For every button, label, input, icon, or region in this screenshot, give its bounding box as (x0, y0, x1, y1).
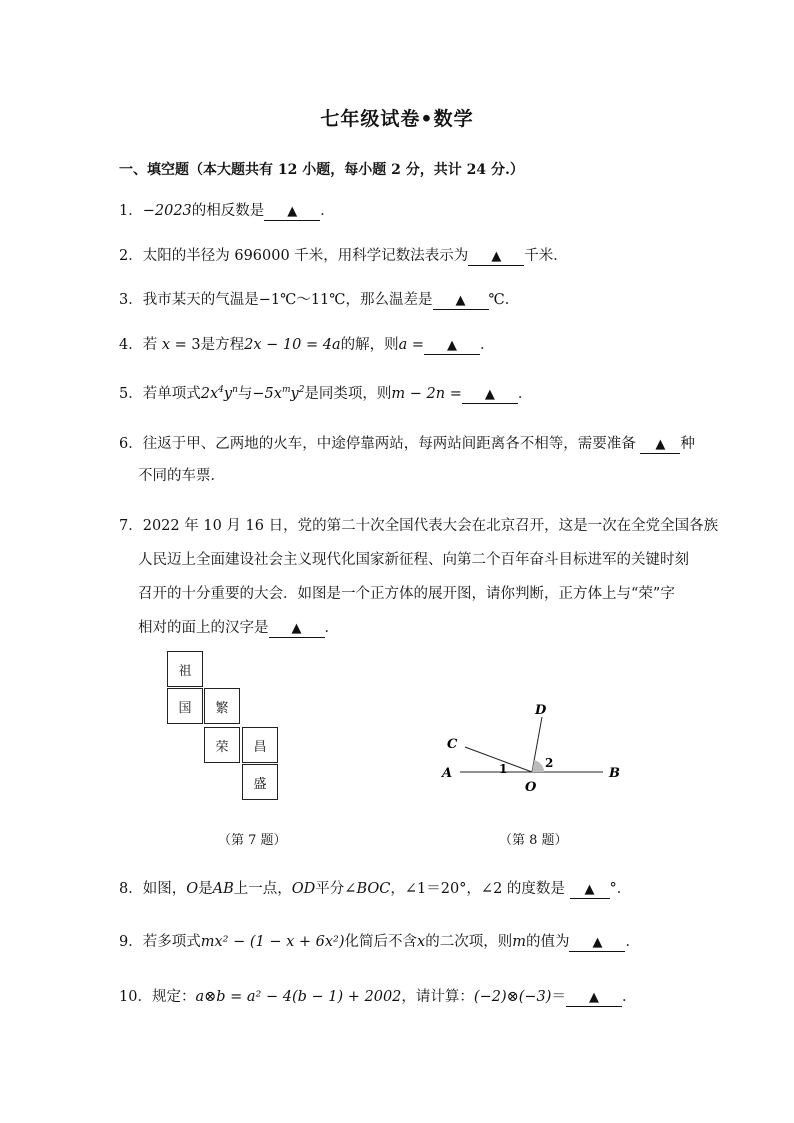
page-title: 七年级试卷•数学 (320, 108, 474, 130)
label-o: O (525, 780, 537, 795)
answer-blank: ▲ (569, 935, 625, 952)
label-angle-2: 2 (545, 756, 554, 770)
net-cell: 昌 (242, 727, 278, 763)
answer-blank: ▲ (264, 204, 320, 221)
answer-blank: ▲ (566, 990, 622, 1007)
answer-blank: ▲ (570, 882, 610, 899)
figure-7-caption: （第 7 题） (218, 833, 287, 848)
question-10: 10．规定：a⊗b = a² − 4(b − 1) + 2002，请计算：(−2)⊗(−3)＝ ▲ ． (119, 989, 637, 1005)
section-heading: 一、填空题（本大题共有 12 小题，每小题 2 分，共计 24 分.） (119, 162, 524, 178)
net-cell: 祖 (167, 651, 203, 687)
answer-blank: ▲ (269, 621, 325, 638)
net-cell: 繁 (204, 688, 240, 724)
net-cell: 荣 (204, 727, 240, 763)
question-8: 8．如图，O是AB上一点，OD平分∠BOC，∠1＝20°，∠2 的度数是 ▲ °． (119, 881, 632, 897)
label-d: D (535, 703, 547, 718)
cube-net-figure (167, 651, 281, 801)
label-a: A (442, 766, 453, 781)
answer-blank: ▲ (433, 293, 489, 310)
question-3: 3．我市某天的气温是−1℃～11℃，那么温差是 ▲ ℃． (119, 292, 520, 308)
answer-blank: ▲ (462, 387, 518, 404)
angle-figure (435, 695, 635, 795)
question-4: 4．若 x = 3是方程2x − 10 = 4a的解，则a = ▲ ． (119, 337, 495, 353)
answer-blank: ▲ (424, 338, 480, 355)
question-6-line-2: 不同的车票． (138, 468, 225, 484)
answer-blank: ▲ (640, 437, 680, 454)
figure-8-caption: （第 8 题） (499, 833, 568, 848)
answer-blank: ▲ (468, 249, 524, 266)
net-cell: 国 (167, 688, 203, 724)
net-cell: 盛 (242, 764, 278, 800)
label-angle-1: 1 (499, 762, 508, 776)
question-2: 2．太阳的半径为 696000 千米，用科学记数法表示为 ▲ 千米． (119, 248, 568, 264)
question-6: 6．往返于甲、乙两地的火车，中途停靠两站，每两站间距离各不相等，需要准备 ▲ 种 (119, 436, 695, 452)
label-c: C (447, 737, 458, 752)
question-7: 7．2022 年 10 月 16 日，党的第二十次全国代表大会在北京召开，这是一次在全党全国各族 人民迈上全面建设社会主义现代化国家新征程、向第二个百年奋斗目标进军的关键时刻 召开的十分重要的大会．如图是一个正方体的展开图，请你判断，正方体上与“荣”字 相对的面上的汉字是 ▲ ． (119, 518, 719, 636)
question-1: 1．−2023的相反数是 ▲ ． (119, 203, 335, 219)
label-b: B (609, 766, 620, 781)
question-5: 5．若单项式$2x^4y^n$与$-5x^my^2$是同类项，则m − 2n = ▲ ． (119, 385, 533, 402)
question-9: 9．若多项式mx² − (1 − x + 6x²)化简后不含x的二次项，则m的值为 ▲ ． (119, 934, 640, 950)
